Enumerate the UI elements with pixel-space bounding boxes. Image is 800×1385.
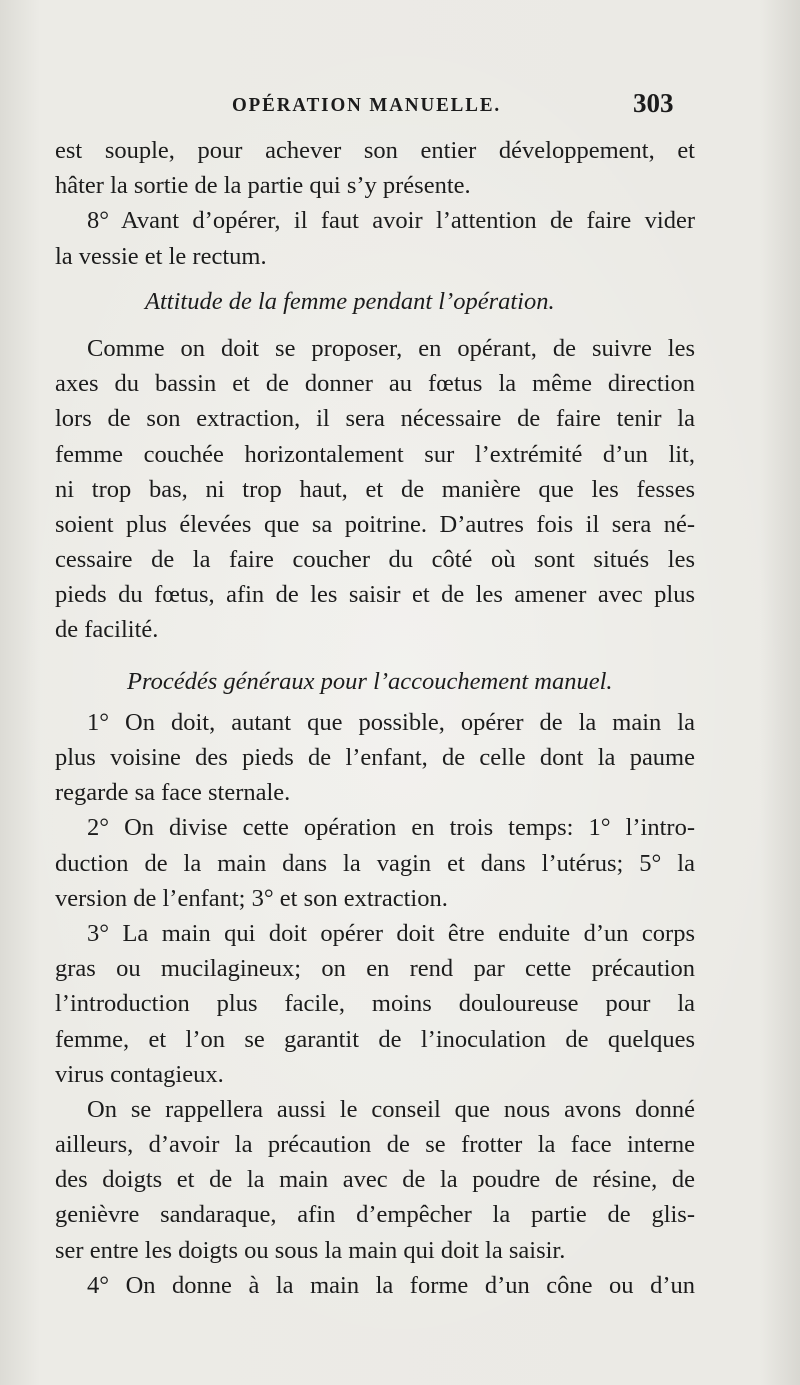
running-head: OPÉRATION MANUELLE. <box>232 94 502 116</box>
text-line: hâter la sortie de la partie qui s’y présente. <box>55 172 471 200</box>
text-line: l’introduction plus facile, moins douloureuse pour la <box>55 990 695 1018</box>
text-line: 1° On doit, autant que possible, opérer de la main la <box>87 708 695 736</box>
text-line: la vessie et le rectum. <box>55 242 267 270</box>
text-line: femme couchée horizontalement sur l’extrémité d’un lit, <box>55 440 695 468</box>
text-line: ser entre les doigts ou sous la main qui doit la saisir. <box>55 1236 566 1264</box>
text-line: pieds du fœtus, afin de les saisir et de les amener avec plus <box>55 581 695 609</box>
text-line: ni trop bas, ni trop haut, et de manière que les fesses <box>55 475 695 503</box>
text-line: regarde sa face sternale. <box>55 779 291 807</box>
text-line: On se rappellera aussi le conseil que nous avons donné <box>87 1095 695 1123</box>
text-line: 3° La main qui doit opérer doit être enduite d’un corps <box>87 919 695 947</box>
text-line: de facilité. <box>55 616 159 644</box>
section-heading: Attitude de la femme pendant l’opération. <box>145 287 555 315</box>
text-line: 8° Avant d’opérer, il faut avoir l’attention de faire vider <box>87 207 695 235</box>
text-line: Comme on doit se proposer, en opérant, de suivre les <box>87 334 695 362</box>
text-line: gras ou mucilagineux; on en rend par cette précaution <box>55 955 695 983</box>
text-line: des doigts et de la main avec de la poudre de résine, de <box>55 1166 695 1194</box>
text-line: 2° On divise cette opération en trois temps: 1° l’intro- <box>87 814 695 842</box>
body-text <box>55 133 695 1303</box>
page-header <box>0 88 800 128</box>
text-line: femme, et l’on se garantit de l’inoculation de quelques <box>55 1025 695 1053</box>
text-line: genièvre sandaraque, afin d’empêcher la partie de glis- <box>55 1201 695 1229</box>
page-number: 303 <box>633 88 674 118</box>
section-heading: Procédés généraux pour l’accouchement manuel. <box>127 667 613 695</box>
text-line: version de l’enfant; 3° et son extraction. <box>55 884 448 912</box>
text-line: ailleurs, d’avoir la précaution de se frotter la face interne <box>55 1131 695 1159</box>
text-line: 4° On donne à la main la forme d’un cône ou d’un <box>87 1271 695 1299</box>
text-line: duction de la main dans la vagin et dans l’utérus; 5° la <box>55 849 695 877</box>
text-line: plus voisine des pieds de l’enfant, de celle dont la paume <box>55 744 695 771</box>
text-line: soient plus élevées que sa poitrine. D’autres fois il sera né- <box>55 510 695 538</box>
text-line: virus contagieux. <box>55 1060 224 1088</box>
text-line: lors de son extraction, il sera nécessaire de faire tenir la <box>55 405 695 433</box>
text-line: est souple, pour achever son entier développement, et <box>55 137 695 164</box>
text-line: cessaire de la faire coucher du côté où sont situés les <box>55 546 695 574</box>
text-line: axes du bassin et de donner au fœtus la même direction <box>55 370 695 398</box>
